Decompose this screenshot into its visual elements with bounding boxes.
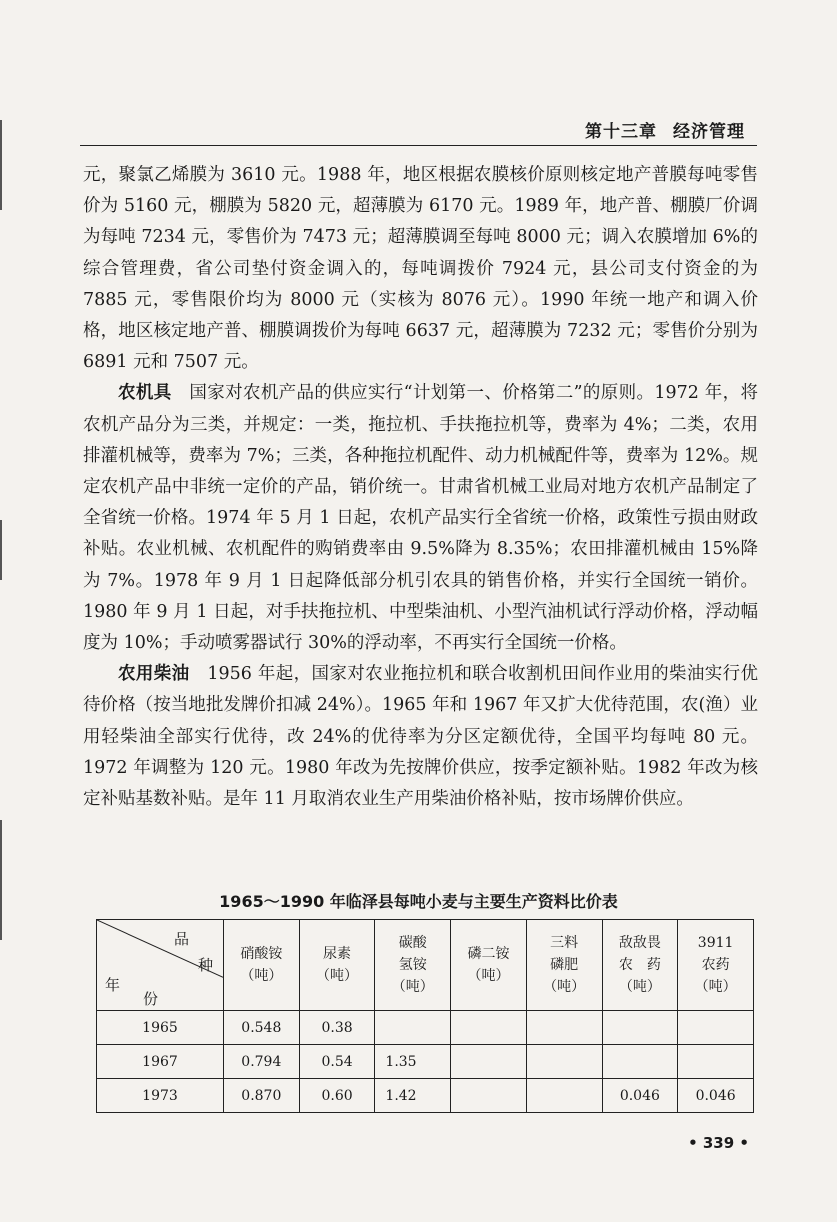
chapter-label: 第十三章: [585, 122, 657, 142]
binding-edge-mark: [0, 520, 2, 580]
value-cell: [526, 1045, 602, 1079]
value-cell: [451, 1045, 527, 1079]
value-cell: [678, 1045, 754, 1079]
value-cell: 0.870: [224, 1079, 300, 1113]
corner-label-nian: 年: [105, 976, 121, 994]
table-header-row: [97, 920, 754, 1011]
value-cell: 1.35: [375, 1045, 451, 1079]
value-cell: 0.046: [602, 1079, 678, 1113]
col-header-diammonium-phosphate: 磷二铵 （吨）: [451, 920, 527, 1011]
value-cell: 0.38: [299, 1011, 375, 1045]
value-cell: [451, 1011, 527, 1045]
value-cell: 0.60: [299, 1079, 375, 1113]
corner-label-zhong: 种: [197, 956, 213, 974]
col-header-ammonium-bicarbonate: 碳酸 氢铵 （吨）: [375, 920, 451, 1011]
col-header-pesticide-3911: 3911 农药 （吨）: [678, 920, 754, 1011]
col-header-ammonium-nitrate: 硝酸铵 （吨）: [224, 920, 300, 1011]
value-cell: 0.046: [678, 1079, 754, 1113]
value-cell: [602, 1011, 678, 1045]
corner-header-cell: [97, 920, 224, 1011]
value-cell: [375, 1011, 451, 1045]
col-header-triple-superphosphate: 三料 磷肥 （吨）: [526, 920, 602, 1011]
year-cell: 1967: [97, 1045, 224, 1079]
value-cell: [678, 1011, 754, 1045]
section-label: 经济管理: [673, 122, 745, 142]
paragraph-farm-machinery-text: 国家对农机产品的供应实行“计划第一、价格第二”的原则。1972 年，将农机产品分为三类，并规定：一类，拖拉机、手扶拖拉机等，费率为 4%；二类，农用排灌机械等，费率为 7%；三类，各种拖拉机配件、动力机械配件等，费率为 12%。规定农机产品中非统一定价的产品，销价统一。甘肃省机械工业局对地方农机产品制定了全省统一价格。1974 年 5 月 1 日起，农机产品实行全省统一价格，政策性亏损由财政补贴。农业机械、农机配件的购销费率由 9.5%降为 8.35%；农田排灌机械由 15%降为 7%。1978 年 9 月 1 日起降低部分机引农具的销售价格，并实行全国统一销价。1980 年 9 月 1 日起，对手扶拖拉机、中型柴油机、小型汽油机试行浮动价格，浮动幅度为 10%；手动喷雾器试行 30%的浮动率，不再实行全国统一价格。: [83, 383, 758, 654]
paragraph-farm-machinery: [83, 378, 758, 659]
paragraph-farm-diesel: [83, 659, 758, 815]
price-ratio-table: [96, 919, 754, 1113]
paragraph-film-prices: 元，聚氯乙烯膜为 3610 元。1988 年，地区根据农膜核价原则核定地产普膜每吨零售价为 5160 元，棚膜为 5820 元，超薄膜为 6170 元。1989 年，地产普、棚膜厂价调为每吨 7234 元，零售价为 7473 元；超薄膜调至每吨 8000 元；调入农膜增加 6%的综合管理费，省公司垫付资金调入的，每吨调拨价 7924 元，县公司支付资金的为 7885 元，零售限价均为 8000 元（实核为 8076 元）。1990 年统一地产和调入价格，地区核定地产普、棚膜调拨价为每吨 6637 元，超薄膜为 7232 元；零售价分别为 6891 元和 7507 元。: [83, 165, 758, 373]
corner-label-pin: 品: [173, 930, 189, 948]
table-caption: 1965～1990 年临泽县每吨小麦与主要生产资料比价表: [219, 892, 618, 911]
table-row: [97, 1045, 754, 1079]
running-header: [585, 117, 745, 142]
year-cell: 1973: [97, 1079, 224, 1113]
value-cell: [451, 1079, 527, 1113]
term-farm-machinery: 农机具: [118, 383, 172, 404]
value-cell: 1.42: [375, 1079, 451, 1113]
binding-edge-mark: [0, 820, 2, 940]
value-cell: [602, 1045, 678, 1079]
value-cell: 0.548: [224, 1011, 300, 1045]
col-header-dichlorvos: 敌敌畏 农 药 （吨）: [602, 920, 678, 1011]
table-row: [97, 1079, 754, 1113]
body-text: [83, 160, 758, 815]
col-header-urea: 尿素 （吨）: [299, 920, 375, 1011]
value-cell: [526, 1011, 602, 1045]
value-cell: [526, 1079, 602, 1113]
table-row: [97, 1011, 754, 1045]
paragraph-farm-diesel-text: 1956 年起，国家对农业拖拉机和联合收割机田间作业用的柴油实行优待价格（按当地批发牌价扣减 24%）。1965 年和 1967 年又扩大优待范围，农(渔）业用轻柴油全部实行优待，改 24%的优待率为分区定额优待，全国平均每吨 80 元。1972 年调整为 120 元。1980 年改为先按牌价供应，按季定额补贴。1982 年改为核定补贴基数补贴。是年 11 月取消农业生产用柴油价格补贴，按市场牌价供应。: [83, 664, 759, 810]
header-rule: [80, 145, 757, 146]
page-number: • 339 •: [688, 1134, 749, 1152]
binding-edge-mark: [0, 120, 2, 210]
corner-label-fen: 份: [143, 990, 159, 1008]
term-farm-diesel: 农用柴油: [118, 664, 190, 685]
value-cell: 0.54: [299, 1045, 375, 1079]
year-cell: 1965: [97, 1011, 224, 1045]
value-cell: 0.794: [224, 1045, 300, 1079]
